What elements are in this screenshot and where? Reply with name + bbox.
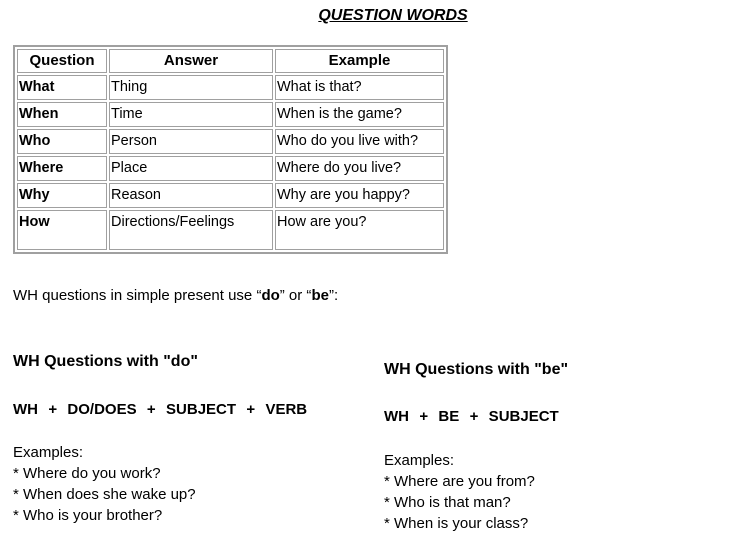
intro-sentence xyxy=(13,287,338,304)
be-examples-label: Examples: xyxy=(384,452,455,469)
do-example-item: * Where do you work? xyxy=(13,465,161,482)
intro-middle: ” or “ xyxy=(279,287,312,304)
table-row xyxy=(17,210,444,250)
answer-cell: Place xyxy=(109,156,273,181)
question-words-table xyxy=(13,45,448,254)
question-cell: When xyxy=(17,102,107,127)
do-examples xyxy=(13,442,196,526)
example-cell: Who do you live with? xyxy=(275,129,444,154)
example-cell: Why are you happy? xyxy=(275,183,444,208)
column-header-answer: Answer xyxy=(109,49,273,73)
do-section-heading: WH Questions with "do" xyxy=(13,353,198,370)
intro-be: be xyxy=(311,287,329,304)
question-cell: Why xyxy=(17,183,107,208)
page-title: QUESTION WORDS xyxy=(318,7,468,24)
do-example-item: * When does she wake up? xyxy=(13,486,196,503)
be-examples xyxy=(384,450,535,534)
be-example-item: * When is your class? xyxy=(384,515,529,532)
table-row xyxy=(17,129,444,154)
do-examples-label: Examples: xyxy=(13,444,84,461)
question-cell: Who xyxy=(17,129,107,154)
intro-suffix: ”: xyxy=(328,287,339,304)
column-header-question: Question xyxy=(17,49,107,73)
intro-prefix: WH questions in simple present use “ xyxy=(13,287,262,304)
table-row xyxy=(17,183,444,208)
answer-cell: Time xyxy=(109,102,273,127)
be-section-heading: WH Questions with "be" xyxy=(384,361,569,378)
example-cell: When is the game? xyxy=(275,102,444,127)
table-row xyxy=(17,102,444,127)
answer-cell: Person xyxy=(109,129,273,154)
intro-do: do xyxy=(261,287,280,304)
be-example-item: * Who is that man? xyxy=(384,494,511,511)
example-cell: How are you? xyxy=(275,210,444,250)
table-header-row xyxy=(17,49,444,73)
table-row xyxy=(17,156,444,181)
do-example-item: * Who is your brother? xyxy=(13,507,163,524)
answer-cell: Thing xyxy=(109,75,273,100)
answer-cell: Directions/Feelings xyxy=(109,210,273,250)
answer-cell: Reason xyxy=(109,183,273,208)
do-formula: WH + DO/DOES + SUBJECT + VERB xyxy=(13,401,308,418)
question-cell: What xyxy=(17,75,107,100)
question-cell: Where xyxy=(17,156,107,181)
example-cell: Where do you live? xyxy=(275,156,444,181)
column-header-example: Example xyxy=(275,49,444,73)
table-row xyxy=(17,75,444,100)
be-formula: WH + BE + SUBJECT xyxy=(384,408,559,425)
example-cell: What is that? xyxy=(275,75,444,100)
be-example-item: * Where are you from? xyxy=(384,473,535,490)
question-cell: How xyxy=(17,210,107,250)
